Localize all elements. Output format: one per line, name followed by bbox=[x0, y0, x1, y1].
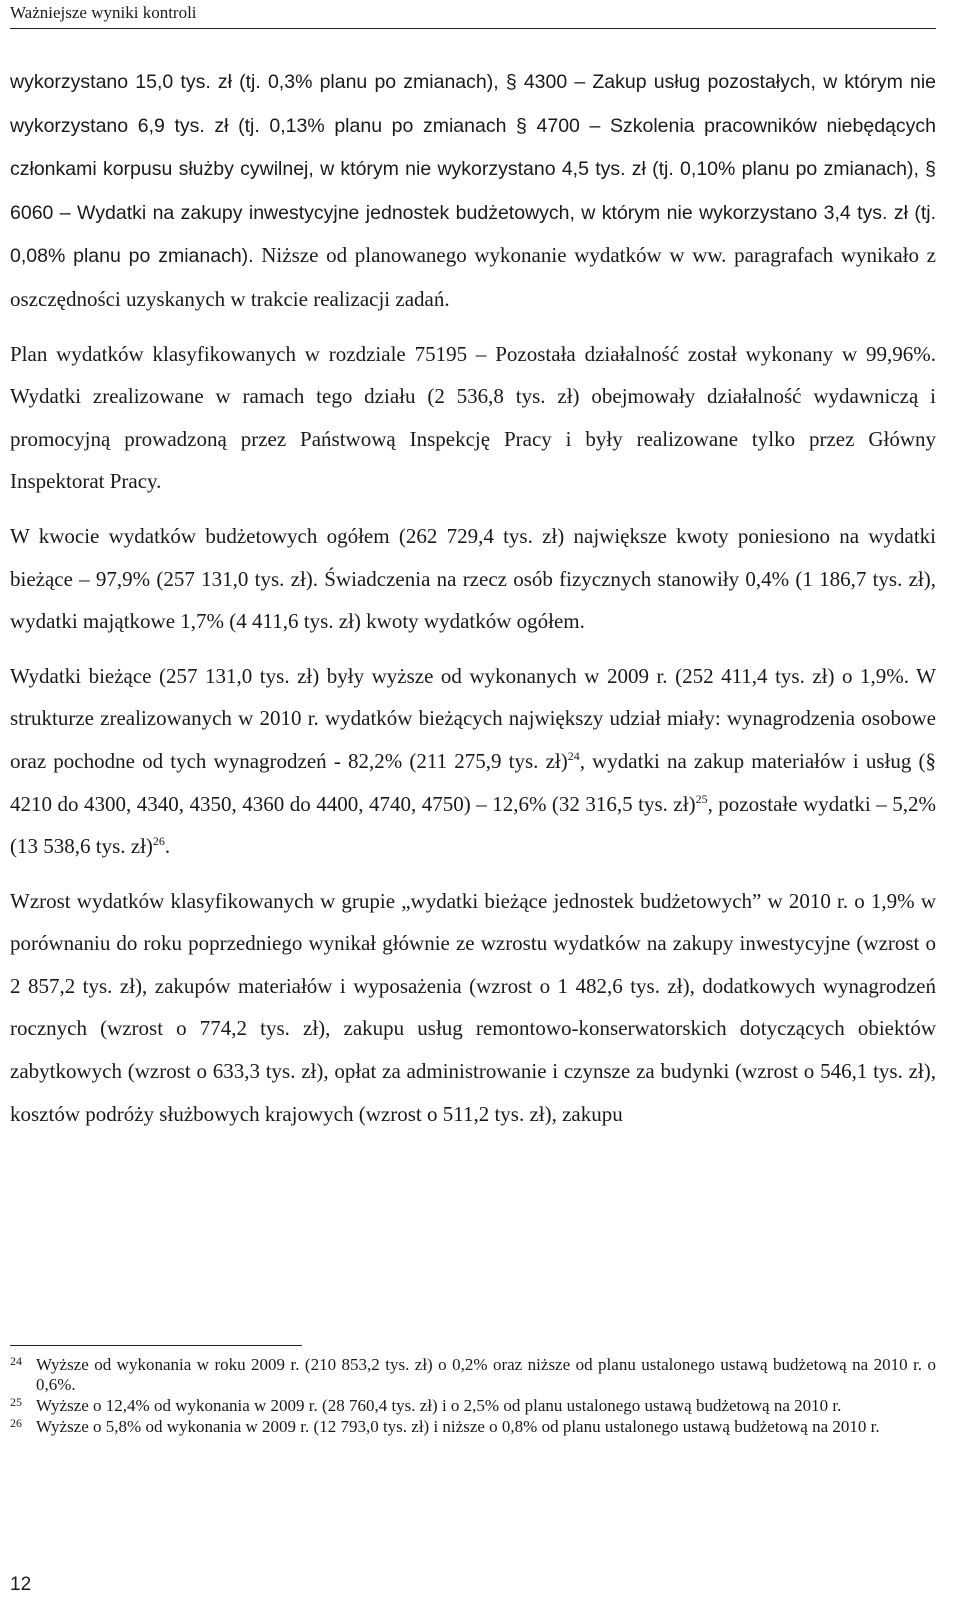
page-number: 12 bbox=[10, 1574, 32, 1595]
footnote bbox=[10, 1417, 936, 1437]
footnote-text: Wyższe o 5,8% od wykonania w 2009 r. (12 793,0 tys. zł) i niższe o 0,8% od planu ustalonego ustawą budżetową na 2010 r. bbox=[36, 1417, 880, 1436]
footnote-number: 26 bbox=[10, 1416, 22, 1430]
footnote-number: 25 bbox=[10, 1395, 22, 1409]
footnote bbox=[10, 1396, 936, 1416]
paragraph-1-serif-part: Niższe od planowanego wykonanie wydatków w ww. paragrafach wynikało z oszczędności uzyskanych w trakcie realizacji zadań. bbox=[10, 243, 936, 311]
paragraph-4-part-c: , pozostałe wydatki – 5,2% (13 538,6 tys. zł) bbox=[10, 791, 936, 859]
footnote-ref-26: 26 bbox=[152, 834, 165, 849]
paragraph-1 bbox=[10, 60, 936, 321]
paragraph-4-part-a: Wydatki bieżące (257 131,0 tys. zł) były wyższe od wykonanych w 2009 r. (252 411,4 tys. zł) o 1,9%. W strukturze zrealizowanych w 2010 r. wydatków bieżących największy udział miały: wynagrodzenia osobowe oraz pochodne od tych wynagrodzeń - 82,2% (211 275,9 tys. zł) bbox=[10, 663, 936, 773]
footnote-separator bbox=[10, 1345, 302, 1346]
footnote-number: 24 bbox=[10, 1354, 22, 1368]
paragraph-4-part-b: , wydatki na zakup materiałów i usług (§ 4210 do 4300, 4340, 4350, 4360 do 4400, 4740, 4750) – 12,6% (32 316,5 tys. zł) bbox=[10, 748, 936, 816]
header-title: Ważniejsze wyniki kontroli bbox=[10, 3, 197, 22]
paragraph-4 bbox=[10, 655, 936, 868]
footnote bbox=[10, 1355, 936, 1395]
paragraph-3: W kwocie wydatków budżetowych ogółem (262 729,4 tys. zł) największe kwoty poniesiono na wydatki bieżące – 97,9% (257 131,0 tys. zł). Świadczenia na rzecz osób fizycznych stanowiły 0,4% (1 186,7 tys. zł), wydatki majątkowe 1,7% (4 411,6 tys. zł) kwoty wydatków ogółem. bbox=[10, 523, 936, 634]
paragraph-1-sans-part: wykorzystano 15,0 tys. zł (tj. 0,3% planu po zmianach), § 4300 – Zakup usług pozostałych, w którym nie wykorzystano 6,9 tys. zł (tj. 0,13% planu po zmianach § 4700 – Szkolenia pracowników niebędących członkami korpusu służby cywilnej, w którym nie wykorzystano 4,5 tys. zł (tj. 0,10% planu po zmianach), § 6060 – Wydatki na zakupy inwestycyjne jednostek budżetowych, w którym nie wykorzystano 3,4 tys. zł (tj. 0,08% planu po zmianach). bbox=[10, 71, 936, 268]
paragraph-5: Wzrost wydatków klasyfikowanych w grupie „wydatki bieżące jednostek budżetowych” w 2010 r. o 1,9% w porównaniu do roku poprzedniego wynikał głównie ze wzrostu wydatków na zakupy inwestycyjne (wzrost o 2 857,2 tys. zł), zakupów materiałów i wyposażenia (wzrost o 1 482,6 tys. zł), dodatkowych wynagrodzeń rocznych (wzrost o 774,2 tys. zł), zakupu usług remontowo-konserwatorskich dotyczących obiektów zabytkowych (wzrost o 633,3 tys. zł), opłat za administrowanie i czynsze za budynki (wzrost o 546,1 tys. zł), kosztów podróży służbowych krajowych (wzrost o 511,2 tys. zł), zakupu bbox=[10, 888, 936, 1126]
footnote-ref-24: 24 bbox=[567, 748, 580, 763]
paragraph-2: Plan wydatków klasyfikowanych w rozdziale 75195 – Pozostała działalność został wykonany w 99,96%. Wydatki zrealizowane w ramach tego działu (2 536,8 tys. zł) obejmowały działalność wydawniczą i promocyjną prowadzoną przez Państwową Inspekcję Pracy i były realizowane tylko przez Główny Inspektorat Pracy. bbox=[10, 341, 936, 494]
main-text bbox=[10, 60, 936, 1147]
running-header bbox=[10, 0, 936, 29]
paragraph-4-part-d: . bbox=[164, 834, 171, 859]
footnote-text: Wyższe od wykonania w roku 2009 r. (210 853,2 tys. zł) o 0,2% oraz niższe od planu ustalonego ustawą budżetową na 2010 r. o 0,6%. bbox=[36, 1355, 936, 1394]
footnotes bbox=[10, 1355, 936, 1438]
footnote-text: Wyższe o 12,4% od wykonania w 2009 r. (28 760,4 tys. zł) i o 2,5% od planu ustalonego ustawą budżetową na 2010 r. bbox=[36, 1396, 842, 1415]
footnote-ref-25: 25 bbox=[695, 791, 708, 806]
